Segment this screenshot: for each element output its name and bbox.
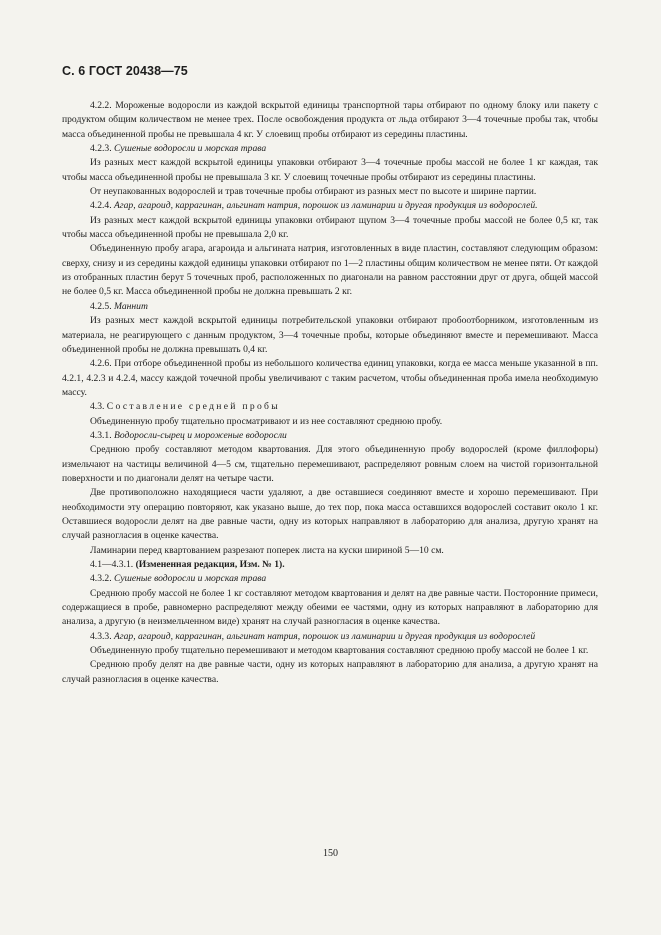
paragraph: Среднюю пробу массой не более 1 кг составляют методом квартования и делят на две равные части. Посторонние примеси, содержащиеся в пробе, равномерно распределяют между обеими ее частями, одну из которых направляют в лабораторию для анализа, а другую (в неизмельченном виде) хранят на случай разногласия в оценке качества. xyxy=(62,587,598,628)
heading-4-2-5 xyxy=(62,300,598,314)
heading-number: 4.2.3. xyxy=(90,143,112,155)
heading-number: 4.3.2. xyxy=(90,573,112,585)
heading-number: 4.3.3. xyxy=(90,630,112,642)
para-4-2-2: 4.2.2. Мороженые водоросли из каждой вскрытой единицы транспортной тары отбирают по одному блоку или пакету с продуктом общим количеством не менее трех. После освобождения продукта от льда отбирают 3—4 точечные пробы так, чтобы масса объединенной пробы не превышала 4 кг. У слоевищ пробы отбирают из середины пластины. xyxy=(62,100,598,140)
edition-range: 4.1—4.3.1. xyxy=(90,559,134,570)
page-number: 150 xyxy=(323,848,338,859)
edition-note xyxy=(62,558,598,572)
paragraph: Объединенную пробу агара, агароида и альгината натрия, изготовленных в виде пластин, составляют следующим образом: сверху, снизу и из середины каждой единицы упаковки отбирают по 1—2 пластины общим количеством не менее пяти. От каждой из отобранных пластин берут 5 точечных проб, расположенных по диагонали на равном расстоянии друг от друга, общей массой не более 0,5 кг. Масса объединенной пробы не должна превышать 2 кг. xyxy=(62,243,598,298)
paragraph: Две противоположно находящиеся части удаляют, а две оставшиеся соединяют вместе и хорошо перемешивают. При необходимости эту операцию повторяют, как указано выше, до тех пор, пока масса оставшихся водорослей составит около 1 кг. Оставшиеся водоросли делят на две равные части, одну из которых направляют в лабораторию для анализа, другую хранят на случай разногласия в оценке качества. xyxy=(62,487,598,542)
document-body xyxy=(62,99,598,687)
paragraph: Из разных мест каждой вскрытой единицы упаковки отбирают щупом 3—4 точечные пробы массой не более 0,5 кг, так чтобы масса объединенной пробы не превышала 2,0 кг. xyxy=(62,214,598,241)
heading-4-3-3 xyxy=(62,630,598,644)
paragraph: Объединенную пробу тщательно перемешивают и методом квартования составляют среднюю пробу массой не более 1 кг. xyxy=(90,645,589,657)
heading-title: Водоросли-сырец и мороженые водоросли xyxy=(114,429,287,441)
heading-title: Агар, агароид, каррагинан, альгинат натрия, порошок из ламинарии и другая продукция из водорослей. xyxy=(114,200,538,212)
heading-title: Маннит xyxy=(114,300,148,312)
heading-4-2-4 xyxy=(62,199,598,213)
paragraph: От неупакованных водорослей и трав точечные пробы отбирают из разных мест по высоте и ширине партии. xyxy=(90,186,537,198)
heading-title: Сушеные водоросли и морская трава xyxy=(114,143,267,155)
paragraph: Среднюю пробу делят на две равные части, одну из которых направляют в лабораторию для анализа, а другую хранят на случай разногласия в оценке качества. xyxy=(62,659,598,685)
heading-number: 4.3. xyxy=(90,401,105,413)
edition-text: (Измененная редакция, Изм. № 1). xyxy=(135,559,285,570)
heading-4-3-2 xyxy=(62,572,598,586)
paragraph: Среднюю пробу составляют методом квартования. Для этого объединенную пробу водорослей (кроме филлофоры) измельчают на частицы величиной 4—5 см, тщательно перемешивают, распределяют ровным слоем на чистой горизонтальной поверхности и по диагонали делят на четыре части. xyxy=(62,444,598,484)
heading-4-3 xyxy=(62,400,598,414)
para-4-2-6: 4.2.6. При отборе объединенной пробы из небольшого количества единиц упаковки, когда ее масса меньше указанной в пп. 4.2.1, 4.2.3 и 4.2.4, массу каждой точечной пробы увеличивают с таким расчетом, чтобы объединенная проба имела необходимую массу. xyxy=(62,358,598,398)
page-header: С. 6 ГОСТ 20438—75 xyxy=(62,64,188,78)
heading-4-3-1 xyxy=(62,429,598,443)
heading-title: Агар, агароид, каррагинан, альгинат натрия, порошок из ламинарии и другая продукция из водорослей xyxy=(114,630,536,642)
heading-title: Составление средней пробы xyxy=(106,401,280,413)
heading-4-2-3 xyxy=(62,142,598,156)
paragraph: Объединенную пробу тщательно просматривают и из нее составляют среднюю пробу. xyxy=(90,415,443,427)
heading-number: 4.2.4. xyxy=(90,200,112,212)
heading-number: 4.3.1. xyxy=(90,429,112,441)
heading-title: Сушеные водоросли и морская трава xyxy=(114,573,267,585)
heading-number: 4.2.5. xyxy=(90,300,112,312)
paragraph: Из разных мест каждой вскрытой единицы потребительской упаковки отбирают пробоотборником, изготовленным из материала, не реагирующего с данным продуктом, 3—4 точечные пробы, которые объединяют вместе и перемешивают. Масса объединенной пробы не должна превышать 0,4 кг. xyxy=(62,315,598,355)
paragraph: Из разных мест каждой вскрытой единицы упаковки отбирают 3—4 точечные пробы массой не более 1 кг каждая, так чтобы масса объединенной пробы не превышала 3 кг. У слоевищ точечные пробы отбирают из середины пластины. xyxy=(62,157,598,183)
paragraph: Ламинарии перед квартованием разрезают поперек листа на куски шириной 5—10 см. xyxy=(90,544,444,556)
